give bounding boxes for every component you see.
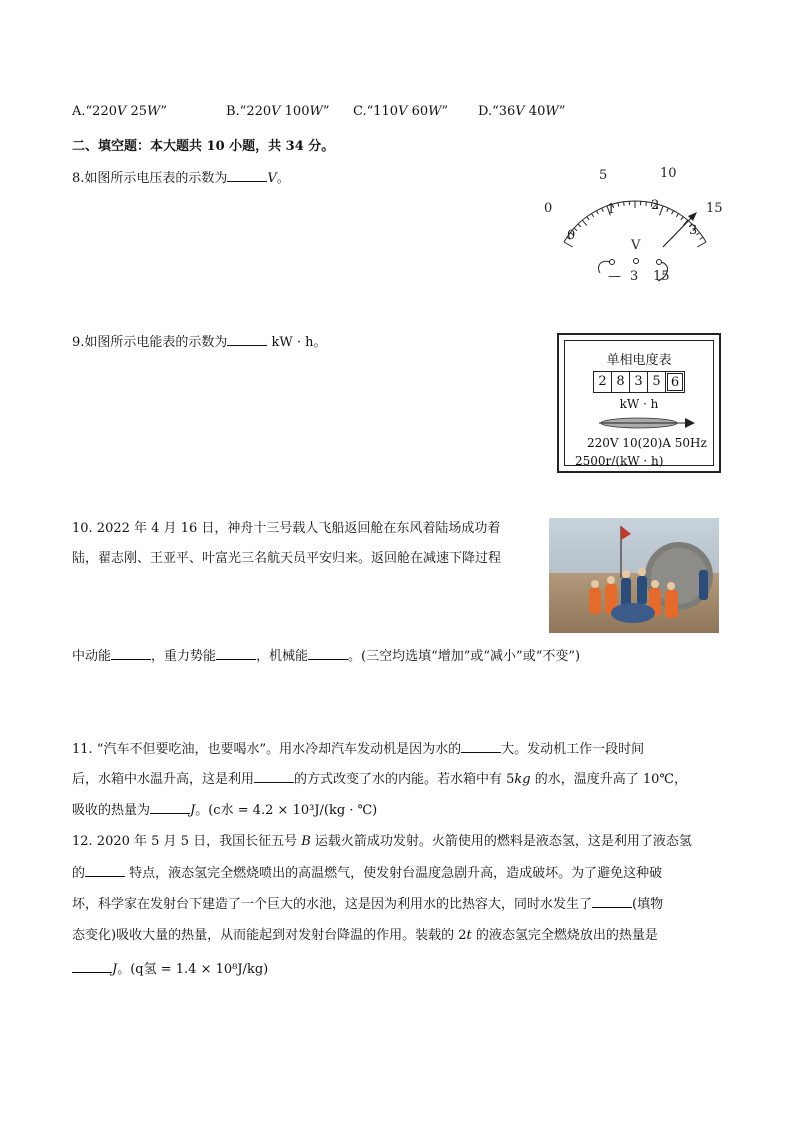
q10-text-b: ，重力势能 [151, 649, 217, 664]
q12-line-3 [72, 893, 663, 912]
voltmeter-tick [582, 220, 586, 225]
voltmeter-upper-label-5: 5 [599, 168, 608, 183]
meter-digits [593, 371, 685, 393]
q11-text-b: 大。发动机工作一段时间 [501, 742, 645, 757]
meter-spec: 220V 10(20)A 50Hz [587, 436, 707, 450]
q7-option-d: D.“36𝑉 40𝑊” [478, 104, 566, 119]
voltmeter-lower-label-1: 1 [607, 202, 616, 217]
voltmeter-lower-label-3: 3 [689, 223, 698, 238]
q12-blank-2[interactable] [592, 895, 632, 908]
q12-text-c: 坏，科学家在发射台下建造了一个巨大的水池，这是因为利用水的比热容大，同时水发生了 [72, 897, 593, 912]
voltmeter-tick [587, 217, 589, 220]
q11-text-f: 𝐽。(c水 = 4.2 × 10³J/(kg · ℃) [190, 803, 378, 818]
q11-line-3 [72, 799, 377, 818]
q8-blank[interactable] [227, 169, 267, 182]
q11-text-c: 后，水箱中水温升高，这是利用 [72, 772, 255, 787]
voltmeter-tick [578, 224, 581, 227]
question-8 [72, 167, 290, 186]
voltmeter-tick [602, 208, 604, 212]
q12-text-a: 的 [72, 866, 86, 881]
voltmeter-lower-label-0: 0 [567, 228, 576, 243]
meter-digit: 3 [630, 372, 648, 392]
energy-meter-panel [564, 340, 714, 466]
q12-text-b: 特点，液态氢完全燃烧喷出的高温燃气，使发射台温度急剧升高，造成破坏。为了避免这种破 [125, 866, 663, 881]
terminal-15-icon [657, 260, 662, 265]
q11-line-1 [72, 738, 644, 757]
meter-title: 单相电度表 [606, 353, 672, 368]
q8-text: 8.如图所示电压表的示数为 [72, 171, 228, 186]
rotating-disc-icon [597, 415, 697, 431]
q12-line-4: 态变化)吸收大量的热量，从而能起到对发射台降温的作用。装载的 2𝑡 的液态氢完全燃烧放出的热量是 [72, 928, 658, 943]
q10-line-1: 10. 2022 年 4 月 16 日，神舟十三号载人飞船返回舱在东风着陆场成功着 [72, 521, 501, 536]
q12-blank-3[interactable] [72, 960, 112, 973]
terminal-3-icon [634, 259, 639, 264]
voltmeter-tick [676, 213, 678, 216]
voltmeter-upper-label-10: 10 [660, 166, 677, 181]
terminal-neg-icon [610, 260, 615, 265]
meter-digit: 8 [612, 372, 630, 392]
q10-text-d: 。(三空均选填“增加”或“减小”或“不变”) [348, 649, 581, 664]
voltmeter-tick [624, 202, 625, 206]
voltmeter-terminal-15: 15 [653, 269, 670, 284]
voltmeter-symbol: V [631, 238, 641, 253]
voltmeter-tick [672, 211, 674, 215]
voltmeter-upper-label-0: 0 [544, 201, 553, 216]
q10-text-c: ，机械能 [256, 649, 309, 664]
q9-text: 9.如图所示电能表的示数为 [72, 335, 228, 350]
q12-blank-1[interactable] [85, 864, 125, 877]
q12-line-5 [72, 958, 268, 977]
q10-blank-3[interactable] [308, 647, 348, 660]
meter-digit: 2 [594, 372, 612, 392]
energy-meter-figure [557, 333, 721, 473]
q11-text-e: 吸收的热量为 [72, 803, 151, 818]
voltmeter-tick [646, 202, 647, 206]
voltmeter-terminal-3: 3 [630, 269, 639, 284]
q12-line-1: 12. 2020 年 5 月 5 日，我国长征五号 𝐵 运载火箭成功发射。火箭使用的燃料是液态氢，这是利用了液态氢 [72, 834, 692, 849]
question-9 [72, 331, 327, 350]
q11-blank-1[interactable] [461, 740, 501, 753]
q11-text-d: 的方式改变了水的内能。若水箱中有 5𝑘𝑔 的水，温度升高了 10℃， [294, 772, 687, 787]
q10-line-2: 陆，翟志刚、王亚平、叶富光三名航天员平安归来。返回舱在减速下降过程 [72, 551, 502, 566]
q11-blank-2[interactable] [254, 770, 294, 783]
voltmeter-tick [667, 208, 669, 212]
meter-revolutions: 2500r/(kW · h) [575, 454, 664, 468]
voltmeter-tick [697, 242, 706, 247]
meter-digit: 5 [648, 372, 666, 392]
voltmeter-tick [592, 213, 594, 216]
q10-line-3 [72, 645, 580, 664]
q9-unit: kW · h。 [271, 335, 327, 350]
voltmeter-tick [660, 206, 663, 215]
q11-text-a: 11. “汽车不但要吃油，也要喝水”。用水冷却汽车发动机是因为水的 [72, 742, 462, 757]
capsule-landing-photo [549, 518, 719, 633]
voltmeter-tick [681, 217, 683, 220]
meter-unit: kW · h [619, 397, 659, 411]
voltmeter-tick [597, 211, 599, 215]
q12-text-d: (填物 [632, 897, 664, 912]
voltmeter-upper-label-15: 15 [706, 201, 723, 216]
q7-option-c: C.“110𝑉 60𝑊” [353, 104, 449, 119]
voltmeter-lower-label-2: 2 [651, 198, 660, 213]
q12-text-e: 𝐽。(q氢 = 1.4 × 10⁸J/kg) [112, 962, 269, 977]
q10-blank-2[interactable] [216, 647, 256, 660]
meter-digit-decimal: 6 [667, 373, 683, 391]
voltmeter-terminal-neg: — [608, 269, 621, 284]
q11-line-2 [72, 768, 687, 787]
q7-option-b: B.“220𝑉 100𝑊” [226, 104, 330, 119]
voltmeter-tick [618, 203, 619, 207]
q12-line-2 [72, 862, 662, 881]
q11-blank-3[interactable] [150, 801, 190, 814]
q8-unit: 𝑉。 [267, 171, 290, 186]
voltmeter-figure [540, 165, 730, 290]
q9-blank[interactable] [227, 333, 267, 346]
q10-blank-1[interactable] [111, 647, 151, 660]
q10-text-a: 中动能 [72, 649, 112, 664]
voltmeter-tick [700, 237, 703, 239]
section-heading: 二、填空题：本大题共 10 小题，共 34 分。 [72, 139, 335, 154]
q7-option-a: A.“220𝑉 25𝑊” [72, 104, 168, 119]
